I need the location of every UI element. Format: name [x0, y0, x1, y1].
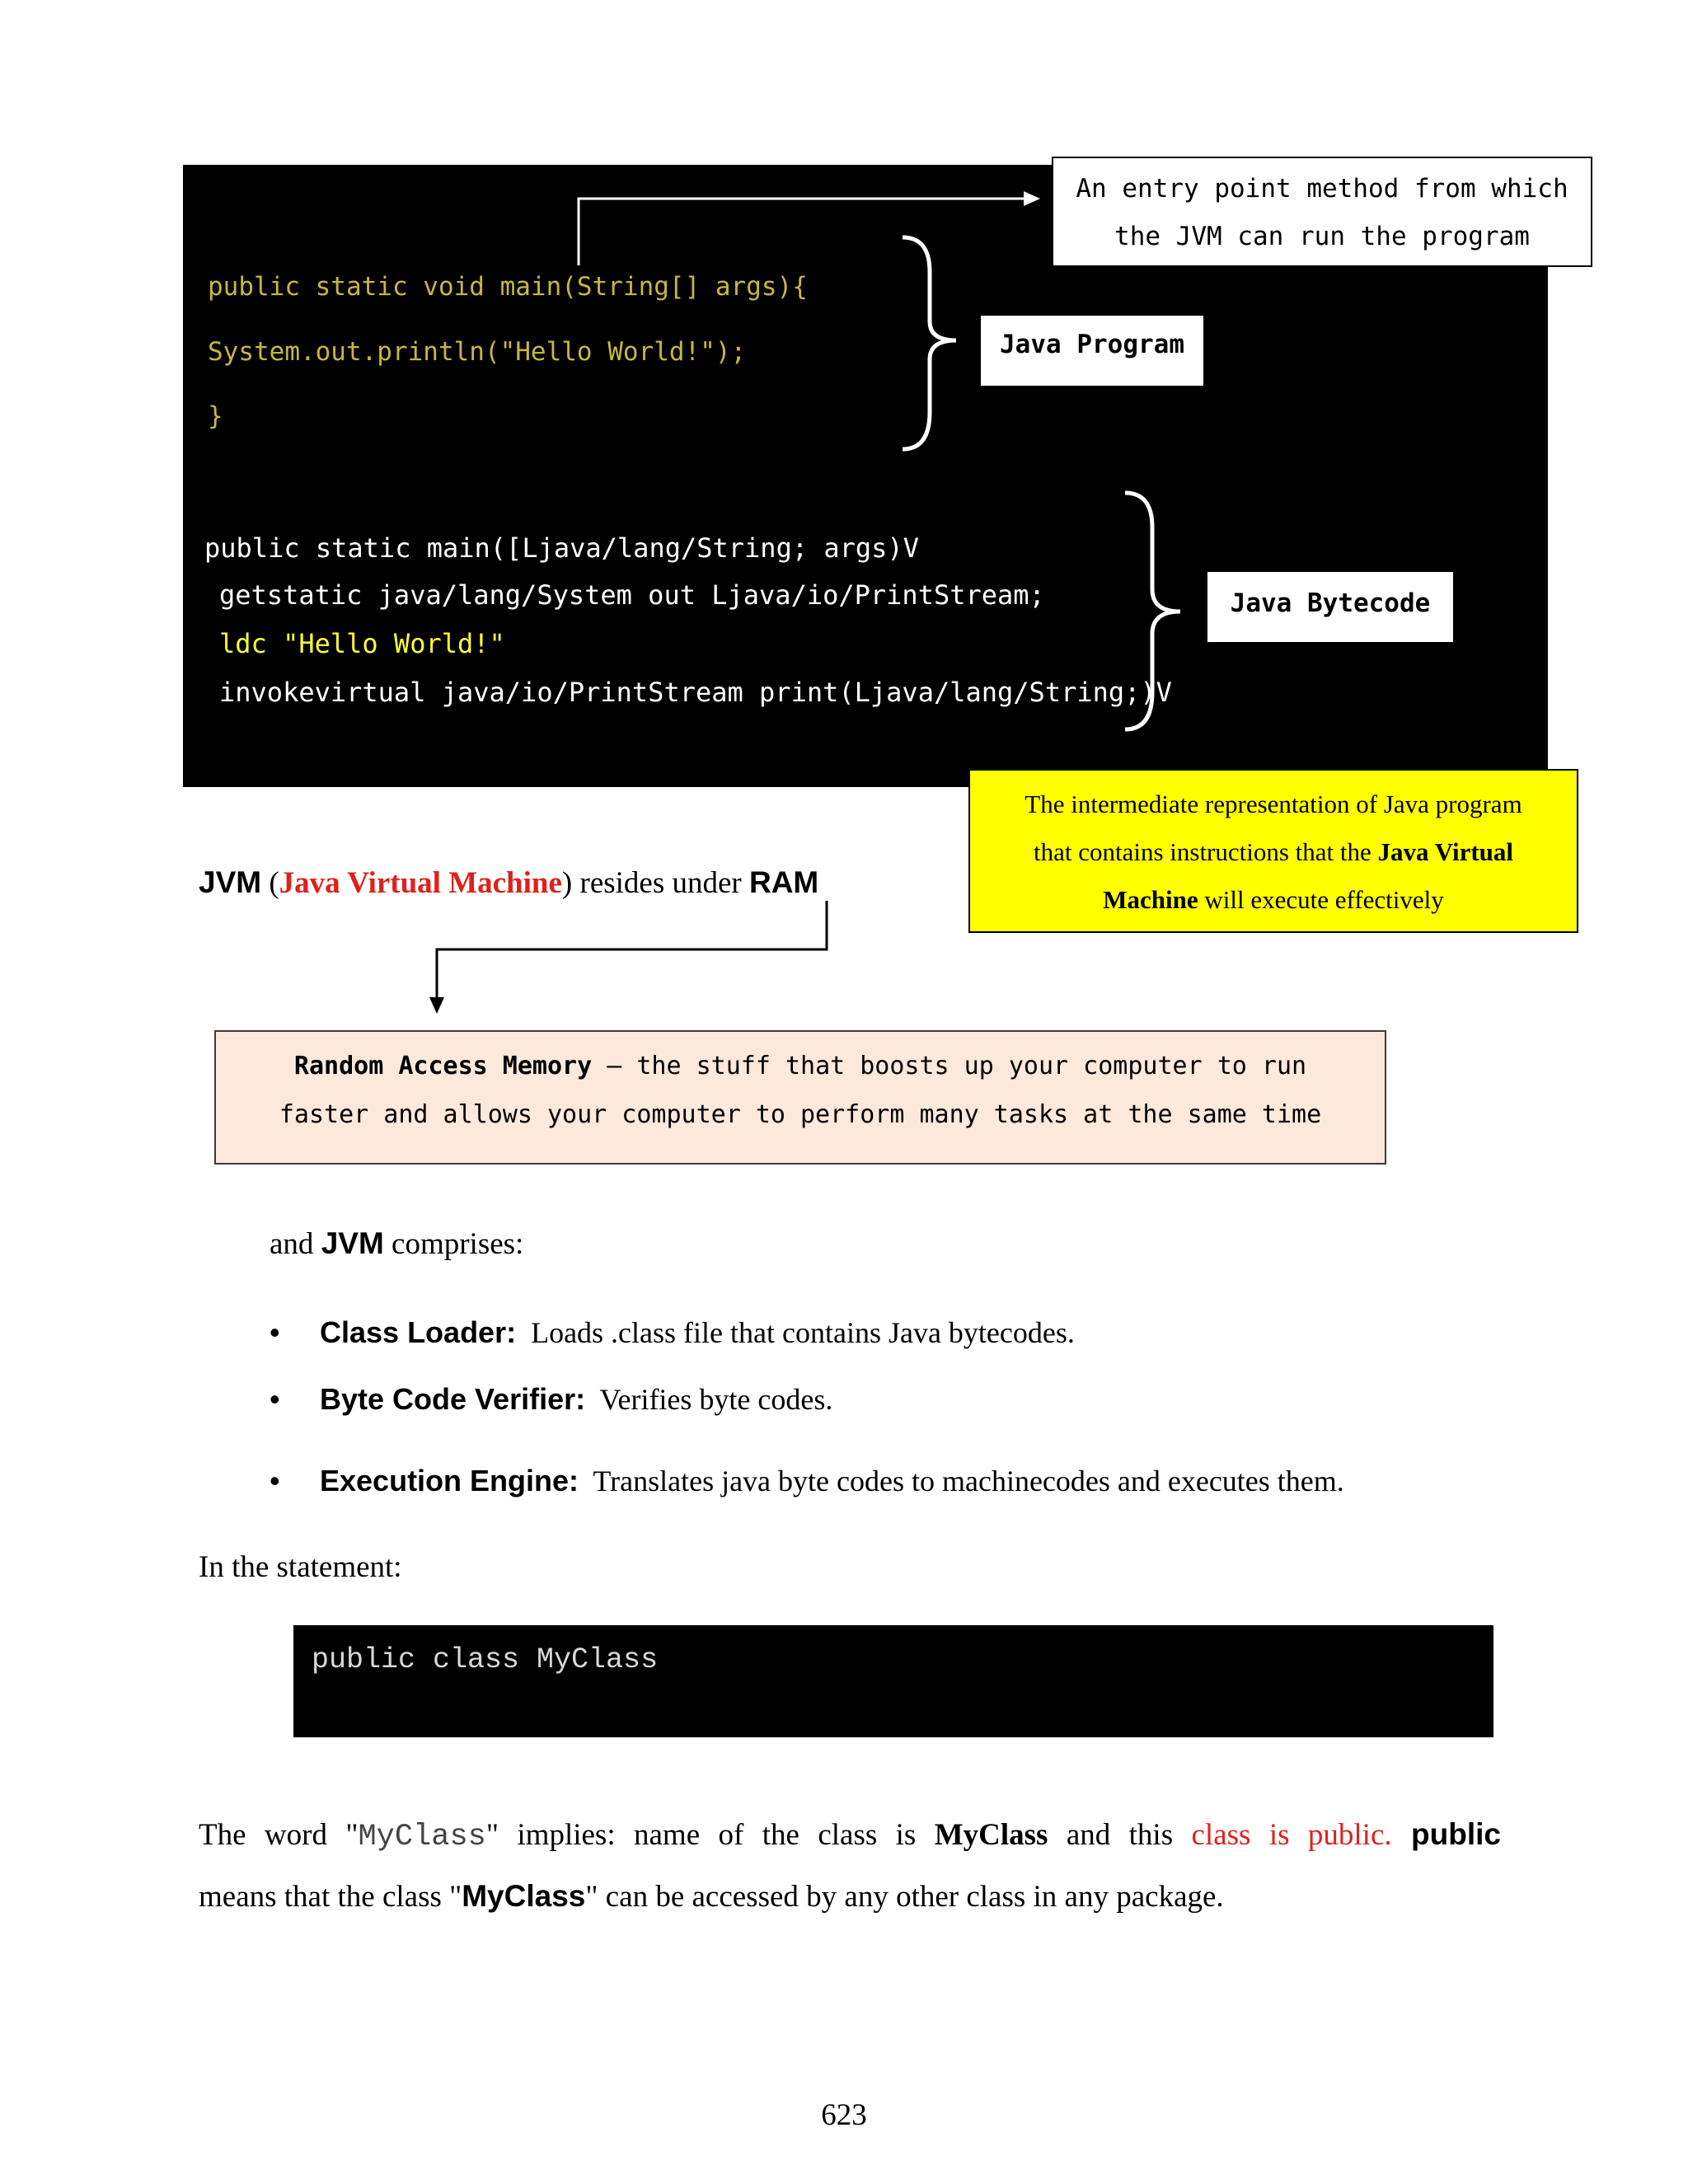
java-bytecode-brace	[1125, 493, 1180, 729]
bytecode-line-1: public static main([Ljava/lang/String; args)V	[204, 532, 919, 564]
expl-text-b: " implies: name of the class is	[485, 1818, 935, 1852]
jvm-term: JVM	[199, 865, 262, 899]
ram-line-1-text: – the stuff that boosts up your computer to run	[592, 1052, 1307, 1080]
bytecode-line-3: ldc "Hello World!"	[219, 628, 505, 659]
expl-red-class-is-public: class is public.	[1191, 1818, 1392, 1852]
entry-point-callout	[1052, 157, 1592, 267]
java-program-brace	[903, 237, 956, 449]
bullet-term: Class Loader:	[320, 1315, 517, 1349]
bytecode-desc-line-3	[970, 876, 1577, 924]
entry-arrow-line	[579, 199, 1032, 265]
entry-arrow-head	[1024, 191, 1040, 206]
expl-public-term: public	[1391, 1817, 1501, 1851]
bullet-dot-icon: •	[270, 1382, 280, 1416]
bytecode-description-box	[968, 769, 1578, 933]
ram-line-1	[216, 1042, 1385, 1090]
jvm-resides-text: ) resides under	[561, 866, 749, 900]
jvm-full-name: Java Virtual Machine	[279, 866, 562, 900]
bytecode-desc-machine-bold: Machine	[1103, 885, 1198, 914]
page-number: 623	[821, 2098, 867, 2132]
code-block-bottom	[293, 1625, 1493, 1737]
source-line-main: public static void main(String[] args){	[208, 272, 808, 302]
bullet-desc: Verifies byte codes.	[599, 1383, 833, 1416]
comprises-jvm: JVM	[321, 1226, 384, 1260]
bytecode-line-4: invokevirtual java/io/PrintStream print(Ljava/lang/String;)V	[219, 677, 1172, 708]
expl2-text-b: " can be accessed by any other class in any package.	[585, 1880, 1224, 1914]
bullet-term: Byte Code Verifier:	[320, 1382, 586, 1416]
java-bytecode-label: Java Bytecode	[1206, 570, 1455, 644]
ram-definition-box	[214, 1030, 1386, 1165]
ram-arrow-line	[437, 901, 827, 1004]
bytecode-desc-line-3-text: will execute effectively	[1198, 885, 1444, 914]
explanation-line-1	[199, 1817, 1501, 1854]
comprises-prefix: and	[270, 1227, 321, 1261]
statement-intro: In the statement:	[199, 1550, 402, 1584]
explanation-line-2	[199, 1879, 1224, 1915]
bytecode-desc-line-2	[970, 828, 1577, 876]
bullet-dot-icon: •	[270, 1315, 280, 1349]
bullet-term: Execution Engine:	[320, 1464, 579, 1497]
bytecode-line-2: getstatic java/lang/System out Ljava/io/PrintStream;	[219, 579, 1045, 611]
bullet-desc: Translates java byte codes to machinecodes and executes them.	[593, 1465, 1344, 1497]
statement-code: public class MyClass	[312, 1643, 659, 1676]
bullet-dot-icon: •	[270, 1464, 280, 1497]
bytecode-desc-jvm-bold: Java Virtual	[1377, 837, 1514, 866]
bullet-desc: Loads .class file that contains Java bytecodes.	[531, 1316, 1075, 1349]
ram-arrow-head	[429, 997, 444, 1014]
entry-point-line-2: the JVM can run the program	[1114, 222, 1530, 251]
java-program-label: Java Program	[979, 314, 1205, 387]
ram-line-2: faster and allows your computer to perform many tasks at the same time	[279, 1100, 1322, 1129]
ram-term: RAM	[748, 865, 819, 899]
bytecode-desc-line-1: The intermediate representation of Java program	[1025, 790, 1522, 818]
comprises-suffix: comprises:	[383, 1227, 524, 1261]
source-line-println: System.out.println("Hello World!");	[208, 337, 747, 367]
bytecode-up-arrow-head	[1308, 659, 1323, 676]
expl-code-myclass: MyClass	[358, 1820, 486, 1854]
entry-point-line-1: An entry point method from which	[1076, 174, 1568, 204]
ram-term-bold: Random Access Memory	[293, 1052, 593, 1080]
jvm-open-paren: (	[261, 866, 279, 900]
jvm-resides-line	[199, 865, 818, 901]
bytecode-desc-line-2-text: that contains instructions that the	[1033, 837, 1378, 866]
expl-text-a: The word "	[199, 1818, 359, 1852]
expl-text-c: and this	[1048, 1818, 1192, 1852]
expl-bold-myclass: MyClass	[934, 1818, 1048, 1852]
expl2-bold-myclass: MyClass	[462, 1879, 586, 1913]
source-line-brace: }	[208, 401, 223, 431]
expl2-text-a: means that the class "	[199, 1880, 462, 1914]
jvm-comprises-line	[270, 1226, 523, 1262]
